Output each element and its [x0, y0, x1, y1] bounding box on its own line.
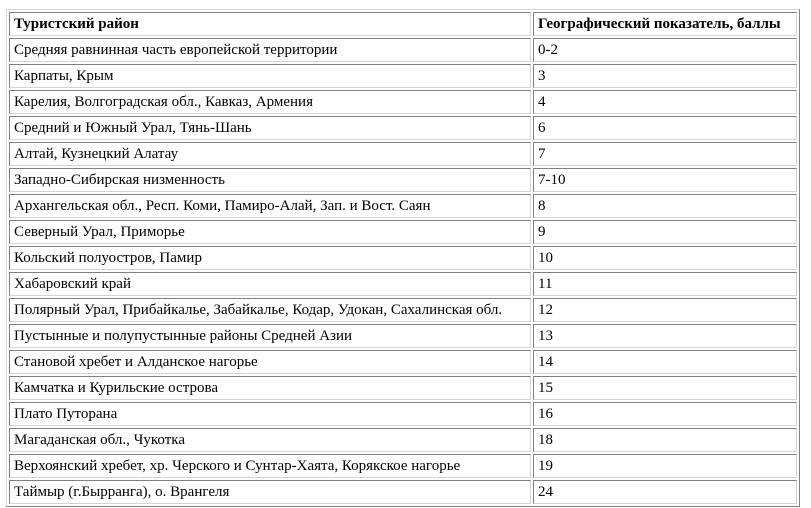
region-cell: Средний и Южный Урал, Тянь-Шань	[9, 116, 531, 140]
region-cell: Карелия, Волгоградская обл., Кавказ, Армения	[9, 90, 531, 114]
region-cell: Архангельская обл., Респ. Коми, Памиро-Алай, Зап. и Вост. Саян	[9, 194, 531, 218]
region-cell: Камчатка и Курильские острова	[9, 376, 531, 400]
score-cell: 18	[533, 428, 797, 452]
header-region: Туристский район	[9, 12, 531, 36]
table-row	[9, 220, 797, 244]
score-cell: 16	[533, 402, 797, 426]
table-row	[9, 428, 797, 452]
region-cell: Средняя равнинная часть европейской территории	[9, 38, 531, 62]
score-cell: 10	[533, 246, 797, 270]
table-header-row	[9, 12, 797, 36]
score-cell: 4	[533, 90, 797, 114]
score-cell: 13	[533, 324, 797, 348]
table-row	[9, 376, 797, 400]
table-row	[9, 480, 797, 504]
score-cell: 14	[533, 350, 797, 374]
table-row	[9, 116, 797, 140]
region-cell: Западно-Сибирская низменность	[9, 168, 531, 192]
table-row	[9, 272, 797, 296]
score-cell: 7-10	[533, 168, 797, 192]
score-cell: 0-2	[533, 38, 797, 62]
score-cell: 19	[533, 454, 797, 478]
region-cell: Магаданская обл., Чукотка	[9, 428, 531, 452]
table-row	[9, 402, 797, 426]
table-row	[9, 350, 797, 374]
table-row	[9, 64, 797, 88]
header-score: Географический показатель, баллы	[533, 12, 797, 36]
region-cell: Плато Путорана	[9, 402, 531, 426]
region-cell: Хабаровский край	[9, 272, 531, 296]
table-row	[9, 324, 797, 348]
region-cell: Пустынные и полупустынные районы Средней Азии	[9, 324, 531, 348]
region-cell: Кольский полуостров, Памир	[9, 246, 531, 270]
score-cell: 15	[533, 376, 797, 400]
score-cell: 8	[533, 194, 797, 218]
region-cell: Верхоянский хребет, хр. Черского и Сунтар-Хаята, Корякское нагорье	[9, 454, 531, 478]
region-cell: Алтай, Кузнецкий Алатау	[9, 142, 531, 166]
regions-table	[6, 9, 800, 507]
table-row	[9, 194, 797, 218]
region-cell: Таймыр (г.Бырранга), о. Врангеля	[9, 480, 531, 504]
region-cell: Карпаты, Крым	[9, 64, 531, 88]
table-row	[9, 142, 797, 166]
table-row	[9, 454, 797, 478]
region-cell: Становой хребет и Алданское нагорье	[9, 350, 531, 374]
table-row	[9, 298, 797, 322]
region-cell: Северный Урал, Приморье	[9, 220, 531, 244]
score-cell: 24	[533, 480, 797, 504]
table-row	[9, 90, 797, 114]
score-cell: 6	[533, 116, 797, 140]
region-cell: Полярный Урал, Прибайкалье, Забайкалье, Кодар, Удокан, Сахалинская обл.	[9, 298, 531, 322]
score-cell: 7	[533, 142, 797, 166]
table-row	[9, 38, 797, 62]
table-row	[9, 246, 797, 270]
score-cell: 12	[533, 298, 797, 322]
score-cell: 9	[533, 220, 797, 244]
score-cell: 3	[533, 64, 797, 88]
score-cell: 11	[533, 272, 797, 296]
table-row	[9, 168, 797, 192]
